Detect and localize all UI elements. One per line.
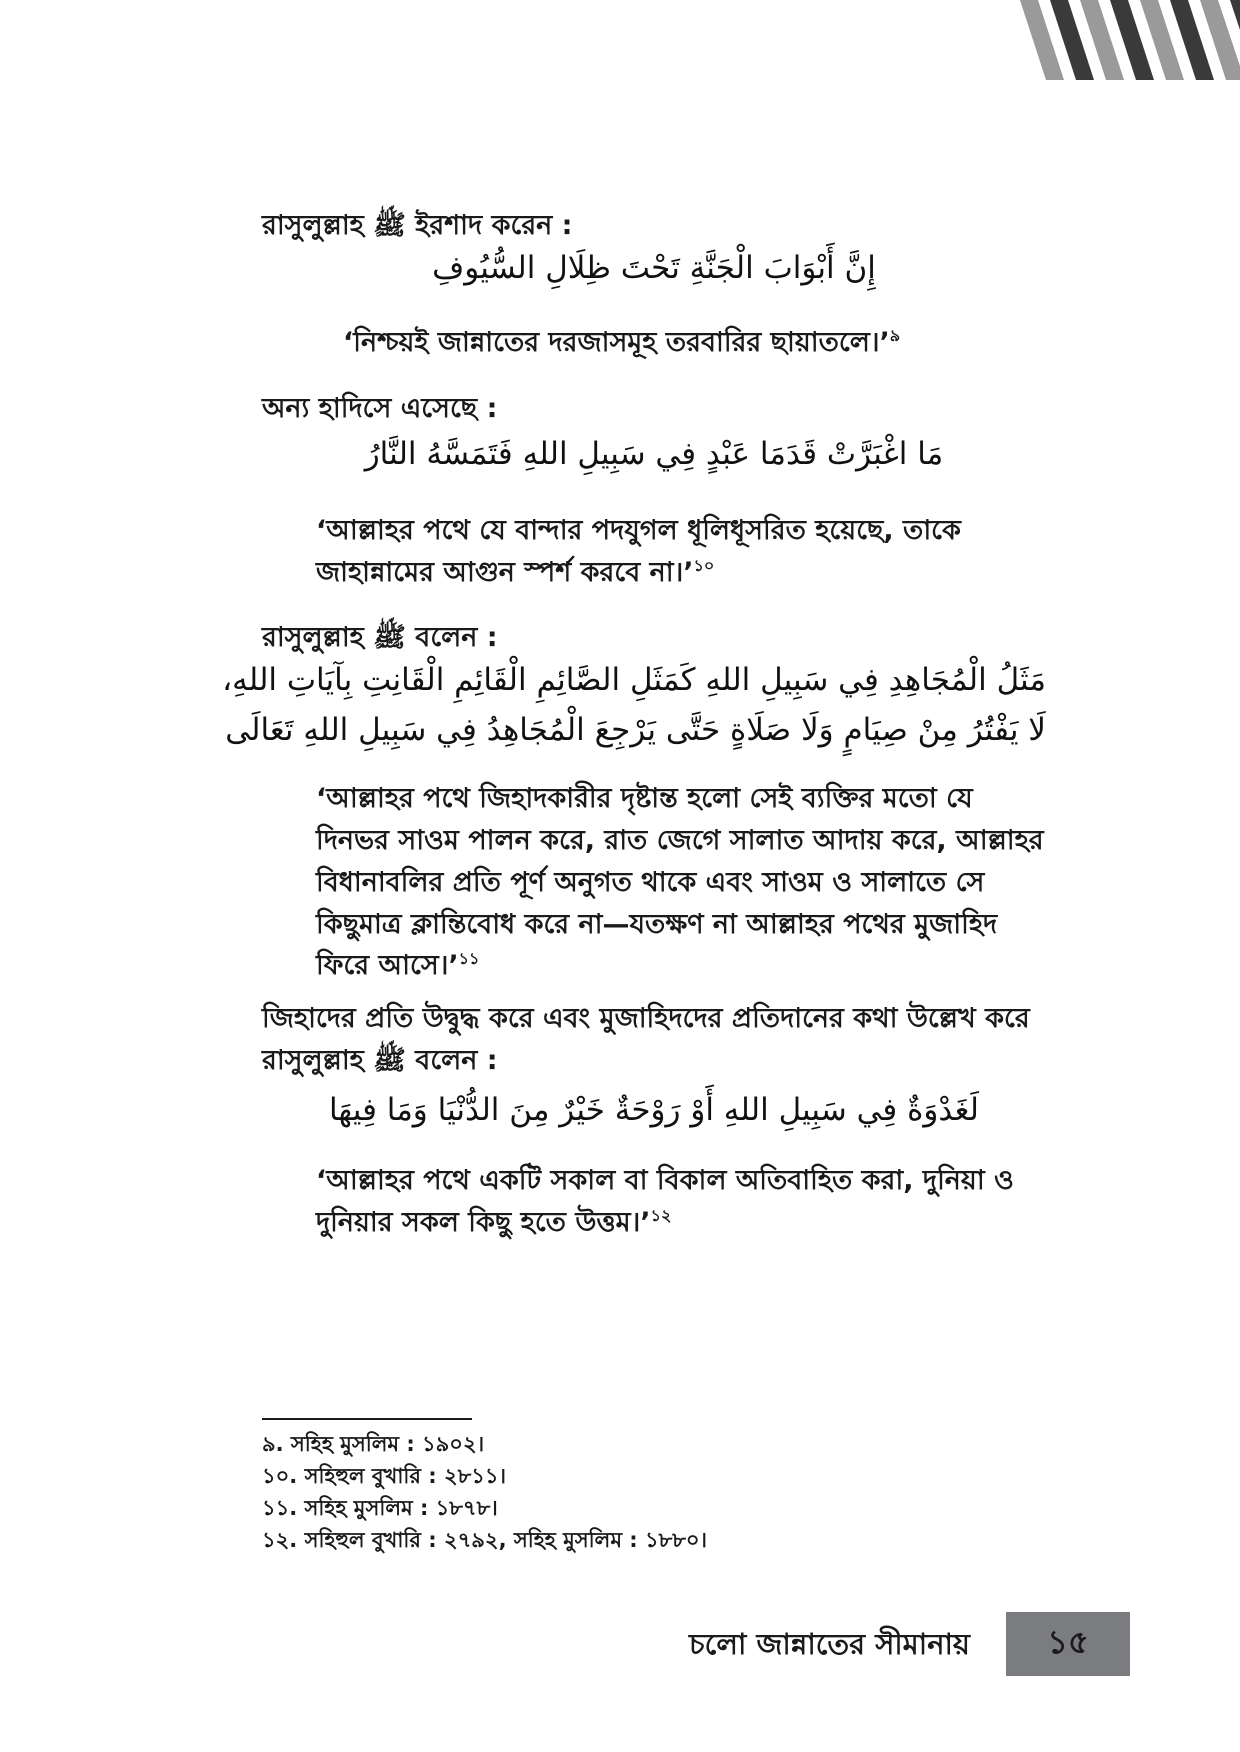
arabic-hadith-3-line-2: لَا يَفْتُرُ مِنْ صِيَامٍ وَلَا صَلَاةٍ حَتَّى يَرْجِعَ الْمُجَاهِدُ فِي سَبِيلِ اللهِ تَعَالَى xyxy=(225,712,1046,748)
book-title: চলো জান্নাতের সীমানায় xyxy=(689,1627,970,1661)
footnote-ref-9: ৯ xyxy=(889,326,901,345)
hadith-intro-4-line-1: জিহাদের প্রতি উদ্বুদ্ধ করে এবং মুজাহিদদের প্রতিদানের কথা উল্লেখ করে xyxy=(262,1003,1030,1034)
footnote-ref-12: ১২ xyxy=(650,1205,672,1225)
footnote-ref-11: ১১ xyxy=(458,949,480,969)
translation-3-line-3: বিধানাবলির প্রতি পূর্ণ অনুগত থাকে এবং সাওম ও সালাতে সে xyxy=(316,866,985,898)
translation-3 xyxy=(316,778,1046,987)
translation-1 xyxy=(343,322,900,364)
translation-3-line-5: ফিরে আসে।’ xyxy=(316,950,459,982)
hadith-intro-2: অন্য হাদিসে এসেছে : xyxy=(262,393,498,424)
translation-4-line-2: দুনিয়ার সকল কিছু হতে উত্তম।’ xyxy=(316,1206,651,1238)
translation-4 xyxy=(316,1160,1046,1244)
hadith-intro-3: রাসুলুল্লাহ ﷺ বলেন : xyxy=(262,622,498,653)
footnote-10: ১০. সহিহুল বুখারি : ২৮১১। xyxy=(262,1464,507,1488)
translation-2-line-2: জাহান্নামের আগুন স্পর্শ করবে না।’ xyxy=(316,556,694,588)
translation-2 xyxy=(316,510,1046,594)
corner-stripes-decoration xyxy=(1020,0,1240,80)
translation-4-line-1: ‘আল্লাহর পথে একটি সকাল বা বিকাল অতিবাহিত করা, দুনিয়া ও xyxy=(316,1165,1014,1196)
translation-3-line-1: ‘আল্লাহর পথে জিহাদকারীর দৃষ্টান্ত হলো সেই ব্যক্তির মতো যে xyxy=(316,783,973,814)
page-number: ১৫ xyxy=(1047,1623,1089,1661)
footnote-ref-10: ১০ xyxy=(693,555,715,575)
arabic-hadith-1: إِنَّ أَبْوَابَ الْجَنَّةِ تَحْتَ ظِلَالِ السُّيُوفِ xyxy=(432,250,876,286)
translation-2-line-1: ‘আল্লাহর পথে যে বান্দার পদযুগল ধূলিধূসরিত হয়েছে, তাকে xyxy=(316,515,961,546)
footnote-9: ৯. সহিহ মুসলিম : ১৯০২। xyxy=(262,1432,485,1456)
hadith-intro-1: রাসুলুল্লাহ ﷺ ইরশাদ করেন : xyxy=(262,210,573,241)
translation-3-line-4: কিছুমাত্র ক্লান্তিবোধ করে না—যতক্ষণ না আল্লাহর পথের মুজাহিদ xyxy=(316,908,998,940)
arabic-hadith-2: مَا اغْبَرَّتْ قَدَمَا عَبْدٍ فِي سَبِيلِ اللهِ فَتَمَسَّهُ النَّارُ xyxy=(364,436,944,472)
footnotes xyxy=(262,1428,707,1556)
footnote-12: ১২. সহিহুল বুখারি : ২৭৯২, সহিহ মুসলিম : ১৮৮০। xyxy=(262,1528,708,1552)
translation-3-line-2: দিনভর সাওম পালন করে, রাত জেগে সালাত আদায় করে, আল্লাহর xyxy=(316,824,1044,856)
translation-1-text: ‘নিশ্চয়ই জান্নাতের দরজাসমূহ তরবারির ছায়াতলে।’ xyxy=(343,327,890,358)
arabic-hadith-3-line-1: مَثَلُ الْمُجَاهِدِ فِي سَبِيلِ اللهِ كَمَثَلِ الصَّائِمِ الْقَائِمِ الْقَانِتِ بِآيَاتِ اللهِ، xyxy=(222,662,1046,698)
footnote-11: ১১. সহিহ মুসলিম : ১৮৭৮। xyxy=(262,1496,498,1520)
hadith-intro-4 xyxy=(262,998,1062,1082)
hadith-intro-4-line-2: রাসুলুল্লাহ ﷺ বলেন : xyxy=(262,1044,498,1076)
arabic-hadith-4: لَغَدْوَةٌ فِي سَبِيلِ اللهِ أَوْ رَوْحَةٌ خَيْرٌ مِنَ الدُّنْيَا وَمَا فِيهَا xyxy=(328,1092,979,1128)
footnote-divider xyxy=(262,1418,472,1420)
page-number-box xyxy=(1006,1612,1130,1676)
